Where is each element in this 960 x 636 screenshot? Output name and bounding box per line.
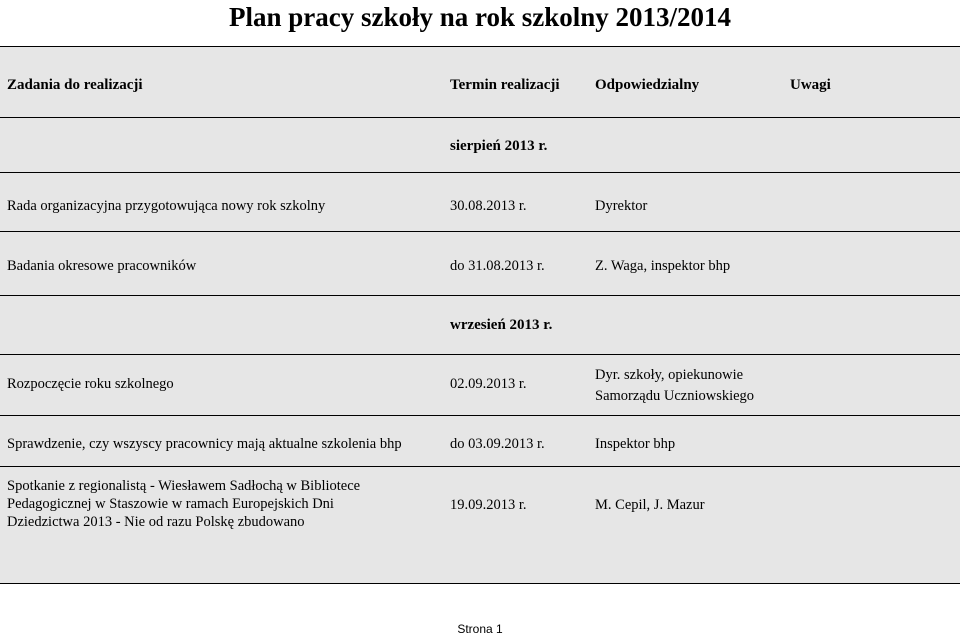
page-title: Plan pracy szkoły na rok szkolny 2013/2014: [228, 2, 732, 32]
month-label: sierpień 2013 r.: [450, 138, 548, 154]
month-label: wrzesień 2013 r.: [450, 317, 553, 333]
responsible-cell-line1: Dyr. szkoły, opiekunowie: [595, 367, 744, 383]
task-cell: Sprawdzenie, czy wszyscy pracownicy mają aktualne szkolenia bhp: [7, 436, 402, 452]
task-cell-line1: Spotkanie z regionalistą - Wiesławem Sadłochą w Bibliotece: [7, 478, 361, 494]
date-cell: 19.09.2013 r.: [450, 497, 527, 513]
table-row: [0, 415, 960, 467]
responsible-cell: M. Cepil, J. Mazur: [595, 497, 705, 513]
date-cell: 02.09.2013 r.: [450, 376, 527, 392]
responsible-cell: Dyrektor: [595, 198, 648, 214]
column-header-notes: Uwagi: [790, 77, 831, 93]
month-section-september: [0, 295, 960, 355]
date-cell: do 03.09.2013 r.: [450, 436, 545, 452]
column-header-deadline: Termin realizacji: [450, 77, 560, 93]
task-cell: Badania okresowe pracowników: [7, 258, 197, 274]
task-cell-line2: Pedagogicznej w Staszowie w ramach Europejskich Dni: [7, 496, 334, 512]
table-row: [0, 231, 960, 296]
responsible-cell: Z. Waga, inspektor bhp: [595, 258, 731, 274]
table-header: [0, 46, 960, 118]
task-cell-line3: Dziedzictwa 2013 - Nie od razu Polskę zbudowano: [7, 514, 305, 530]
task-cell: Rada organizacyjna przygotowująca nowy rok szkolny: [7, 198, 326, 214]
column-header-tasks: Zadania do realizacji: [7, 77, 143, 93]
date-cell: 30.08.2013 r.: [450, 198, 527, 214]
responsible-cell: Inspektor bhp: [595, 436, 676, 452]
page-number: Strona 1: [457, 622, 503, 636]
month-section-august: [0, 117, 960, 173]
column-header-responsible: Odpowiedzialny: [595, 77, 700, 93]
task-cell: Rozpoczęcie roku szkolnego: [7, 376, 174, 392]
table-row: [0, 466, 960, 584]
date-cell: do 31.08.2013 r.: [450, 258, 545, 274]
table-row: [0, 172, 960, 232]
responsible-cell-line2: Samorządu Uczniowskiego: [595, 388, 755, 404]
table-row: [0, 354, 960, 416]
